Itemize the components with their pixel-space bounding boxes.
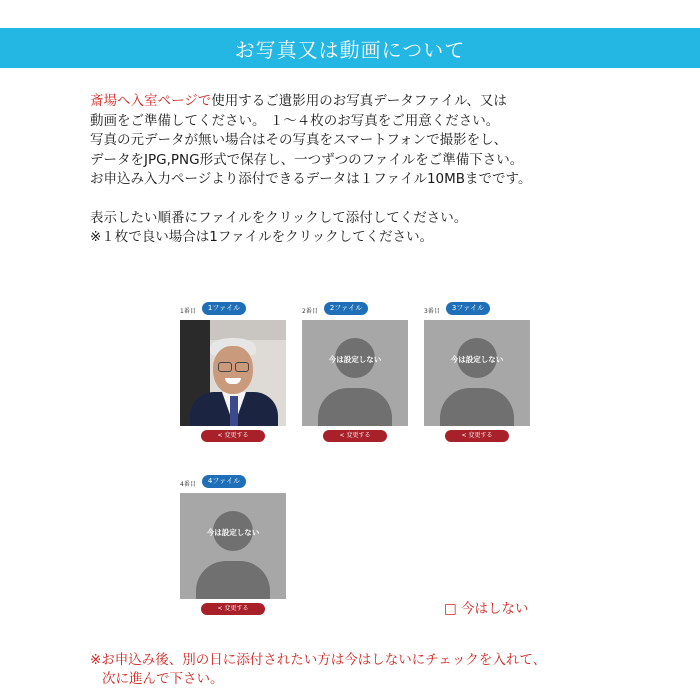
change-button-2[interactable]: < 変更する xyxy=(323,430,387,442)
card-order-label: 3番目 xyxy=(424,308,440,315)
intro-text xyxy=(90,92,680,248)
change-button-4[interactable]: < 変更する xyxy=(201,603,265,615)
intro-line-1 xyxy=(90,92,680,112)
intro-line-6: 表示したい順番にファイルをクリックして添付してください。 xyxy=(90,209,468,226)
intro-line-3: 写真の元データが無い場合はその写真をスマートフォンで撮影をし、 xyxy=(90,132,508,148)
card-order-label: 4番目 xyxy=(180,481,196,488)
note-line-1: ※お申込み後、別の日に添付されたい方は今はしないにチェックを入れて、 xyxy=(90,652,547,668)
placeholder-avatar[interactable] xyxy=(302,320,408,426)
intro-line-1-rest: 使用するご遺影用のお写真データファイル、又は xyxy=(211,93,507,109)
skip-checkbox[interactable]: □ 今はしない xyxy=(444,601,529,617)
bottom-note xyxy=(90,651,680,689)
change-button-3[interactable]: < 変更する xyxy=(445,430,509,442)
intro-line-7: ※１枚で良い場合は1ファイルをクリックしてください。 xyxy=(90,229,434,245)
avatar-body-icon xyxy=(196,561,270,599)
intro-line-4: データをJPG,PNG形式で保存し、一つずつのファイルをご準備下さい。 xyxy=(90,151,524,168)
file-3-button[interactable]: 3ファイル xyxy=(446,302,490,315)
intro-line-5: お申込み入力ページより添付できるデータは１ファイル10MBまでです。 xyxy=(90,171,532,187)
card-order-label: 1番目 xyxy=(180,308,196,315)
card-order-label: 2番目 xyxy=(302,308,318,315)
banner-title: お写真又は動画について xyxy=(234,37,466,62)
page-banner xyxy=(0,28,700,68)
file-4-button[interactable]: 4ファイル xyxy=(202,475,246,488)
intro-highlight: 斎場へ入室ページで xyxy=(90,93,212,109)
uploaded-portrait-photo[interactable] xyxy=(180,320,286,426)
upload-card-1 xyxy=(180,302,288,439)
note-line-2: 次に進んで下さい。 xyxy=(102,671,224,687)
placeholder-text: 今は設定しない xyxy=(328,355,382,364)
file-2-button[interactable]: 2ファイル xyxy=(324,302,368,315)
upload-card-2 xyxy=(302,302,410,439)
avatar-body-icon xyxy=(440,388,514,426)
avatar-body-icon xyxy=(318,388,392,426)
intro-line-2: 動画をご準備してください。 １～４枚のお写真をご用意ください。 xyxy=(90,112,500,129)
placeholder-text: 今は設定しない xyxy=(206,528,260,537)
placeholder-avatar[interactable] xyxy=(180,493,286,599)
upload-card-4 xyxy=(180,475,288,612)
placeholder-avatar[interactable] xyxy=(424,320,530,426)
change-button-1[interactable]: < 変更する xyxy=(201,430,265,442)
upload-card-3 xyxy=(424,302,532,439)
file-1-button[interactable]: 1ファイル xyxy=(202,302,246,315)
placeholder-text: 今は設定しない xyxy=(450,355,504,364)
